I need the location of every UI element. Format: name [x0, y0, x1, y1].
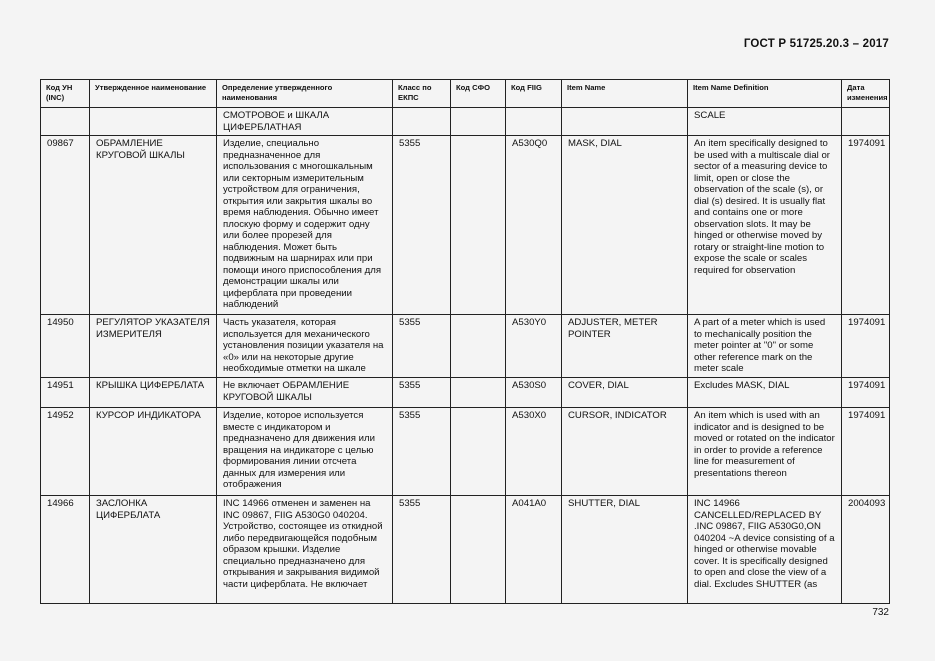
- col-header-inc: Код УН (INC): [41, 80, 90, 108]
- cell-definition-en: An item which is used with an indicator and is designed to be moved or rotated on the indicator in order to provide a reference line for measurement of presentations thereon: [688, 408, 842, 496]
- cell-name: РЕГУЛЯТОР УКАЗАТЕЛЯ ИЗМЕРИТЕЛЯ: [90, 315, 217, 378]
- col-header-sfo: Код СФО: [451, 80, 506, 108]
- cell-sfo: [451, 136, 506, 315]
- cell-class: [393, 108, 451, 136]
- cell-definition-en: An item specifically designed to be used with a multiscale dial or sector of a measuring device to limit, open or close the observation of the scale (s), or dial (s) desired. It is usually flat and contains one or more observation slots. It may be hinged or otherwise moved by rotary or straight-line motion to expose the scale or scales required for observation: [688, 136, 842, 315]
- col-header-definition-ru: Определение утвержденного наименования: [217, 80, 393, 108]
- cell-date: [842, 108, 890, 136]
- cell-definition-ru: СМОТРОВОЕ и ШКАЛА ЦИФЕРБЛАТНАЯ: [217, 108, 393, 136]
- cell-fiig: A530Y0: [506, 315, 562, 378]
- cell-class: 5355: [393, 136, 451, 315]
- cell-date: 1974091: [842, 315, 890, 378]
- col-header-date: Дата изменения: [842, 80, 890, 108]
- cell-sfo: [451, 496, 506, 604]
- cell-item-name: [562, 108, 688, 136]
- cell-definition-ru: Изделие, которое используется вместе с индикатором и предназначено для движения или вращения на индикаторе с целью формирования линии отсчета данных для измерения или отображения: [217, 408, 393, 496]
- cell-item-name: MASK, DIAL: [562, 136, 688, 315]
- cell-definition-en: Excludes MASK, DIAL: [688, 378, 842, 408]
- table-row: [41, 408, 890, 496]
- cell-name: [90, 108, 217, 136]
- cell-class: 5355: [393, 378, 451, 408]
- cell-name: ЗАСЛОНКА ЦИФЕРБЛАТА: [90, 496, 217, 604]
- cell-date: 1974091: [842, 378, 890, 408]
- cell-inc: [41, 108, 90, 136]
- table-row: [41, 108, 890, 136]
- cell-item-name: SHUTTER, DIAL: [562, 496, 688, 604]
- cell-definition-en: INC 14966 CANCELLED/REPLACED BY .INC 09867, FIIG A530G0,ON 040204 ~A device consisting of a hinged or otherwise movable cover. It is specifically designed to open and close the view of a dial. Excludes SHUTTER (as: [688, 496, 842, 604]
- cell-class: 5355: [393, 408, 451, 496]
- cell-fiig: A530Q0: [506, 136, 562, 315]
- table-header-row: [41, 80, 890, 108]
- cell-inc: 14966: [41, 496, 90, 604]
- cell-name: ОБРАМЛЕНИЕ КРУГОВОЙ ШКАЛЫ: [90, 136, 217, 315]
- cell-date: 2004093: [842, 496, 890, 604]
- col-header-fiig: Код FIIG: [506, 80, 562, 108]
- col-header-class: Класс по ЕКПС: [393, 80, 451, 108]
- cell-definition-en: A part of a meter which is used to mechanically position the meter pointer at "0" or some other reference mark on the meter scale: [688, 315, 842, 378]
- cell-inc: 14951: [41, 378, 90, 408]
- cell-fiig: A041A0: [506, 496, 562, 604]
- page-number: 732: [872, 607, 889, 618]
- cell-sfo: [451, 108, 506, 136]
- cell-inc: 14950: [41, 315, 90, 378]
- cell-item-name: CURSOR, INDICATOR: [562, 408, 688, 496]
- cell-sfo: [451, 378, 506, 408]
- cell-definition-en: SCALE: [688, 108, 842, 136]
- document-standard-header: ГОСТ Р 51725.20.3 – 2017: [743, 38, 889, 50]
- item-name-table: [40, 79, 890, 604]
- table-row: [41, 315, 890, 378]
- cell-fiig: A530X0: [506, 408, 562, 496]
- cell-date: 1974091: [842, 408, 890, 496]
- table-row: [41, 136, 890, 315]
- cell-fiig: [506, 108, 562, 136]
- cell-name: КРЫШКА ЦИФЕРБЛАТА: [90, 378, 217, 408]
- cell-class: 5355: [393, 496, 451, 604]
- cell-inc: 14952: [41, 408, 90, 496]
- cell-date: 1974091: [842, 136, 890, 315]
- cell-inc: 09867: [41, 136, 90, 315]
- cell-sfo: [451, 408, 506, 496]
- col-header-approved-name: Утвержденное наименование: [90, 80, 217, 108]
- col-header-definition-en: Item Name Definition: [688, 80, 842, 108]
- cell-definition-ru: INC 14966 отменен и заменен на INC 09867, FIIG A530G0 040204. Устройство, состоящее из откидной либо передвигающейся подобным образом крышки. Изделие специально предназначено для открывания и закрывания видимой части циферблата. Не включает: [217, 496, 393, 604]
- cell-item-name: ADJUSTER, METER POINTER: [562, 315, 688, 378]
- table-row: [41, 496, 890, 604]
- col-header-item-name: Item Name: [562, 80, 688, 108]
- cell-definition-ru: Часть указателя, которая используется для механического установления позиции указателя на «0» или на некоторые другие необходимые отметки на шкале: [217, 315, 393, 378]
- cell-name: КУРСОР ИНДИКАТОРА: [90, 408, 217, 496]
- cell-definition-ru: Изделие, специально предназначенное для использования с многошкальным или секторным измерительным устройством для ограничения, открытия или закрытия шкалы во время наблюдения. Обычно имеет плоскую форму и содержит одну или более прорезей для наблюдения. Может быть подвижным на шарнирах или при помощи иного приспособления для демонстрации шкалы или циферблата при проведении наблюдений: [217, 136, 393, 315]
- cell-class: 5355: [393, 315, 451, 378]
- cell-item-name: COVER, DIAL: [562, 378, 688, 408]
- cell-definition-ru: Не включает ОБРАМЛЕНИЕ КРУГОВОЙ ШКАЛЫ: [217, 378, 393, 408]
- table-row: [41, 378, 890, 408]
- cell-sfo: [451, 315, 506, 378]
- cell-fiig: A530S0: [506, 378, 562, 408]
